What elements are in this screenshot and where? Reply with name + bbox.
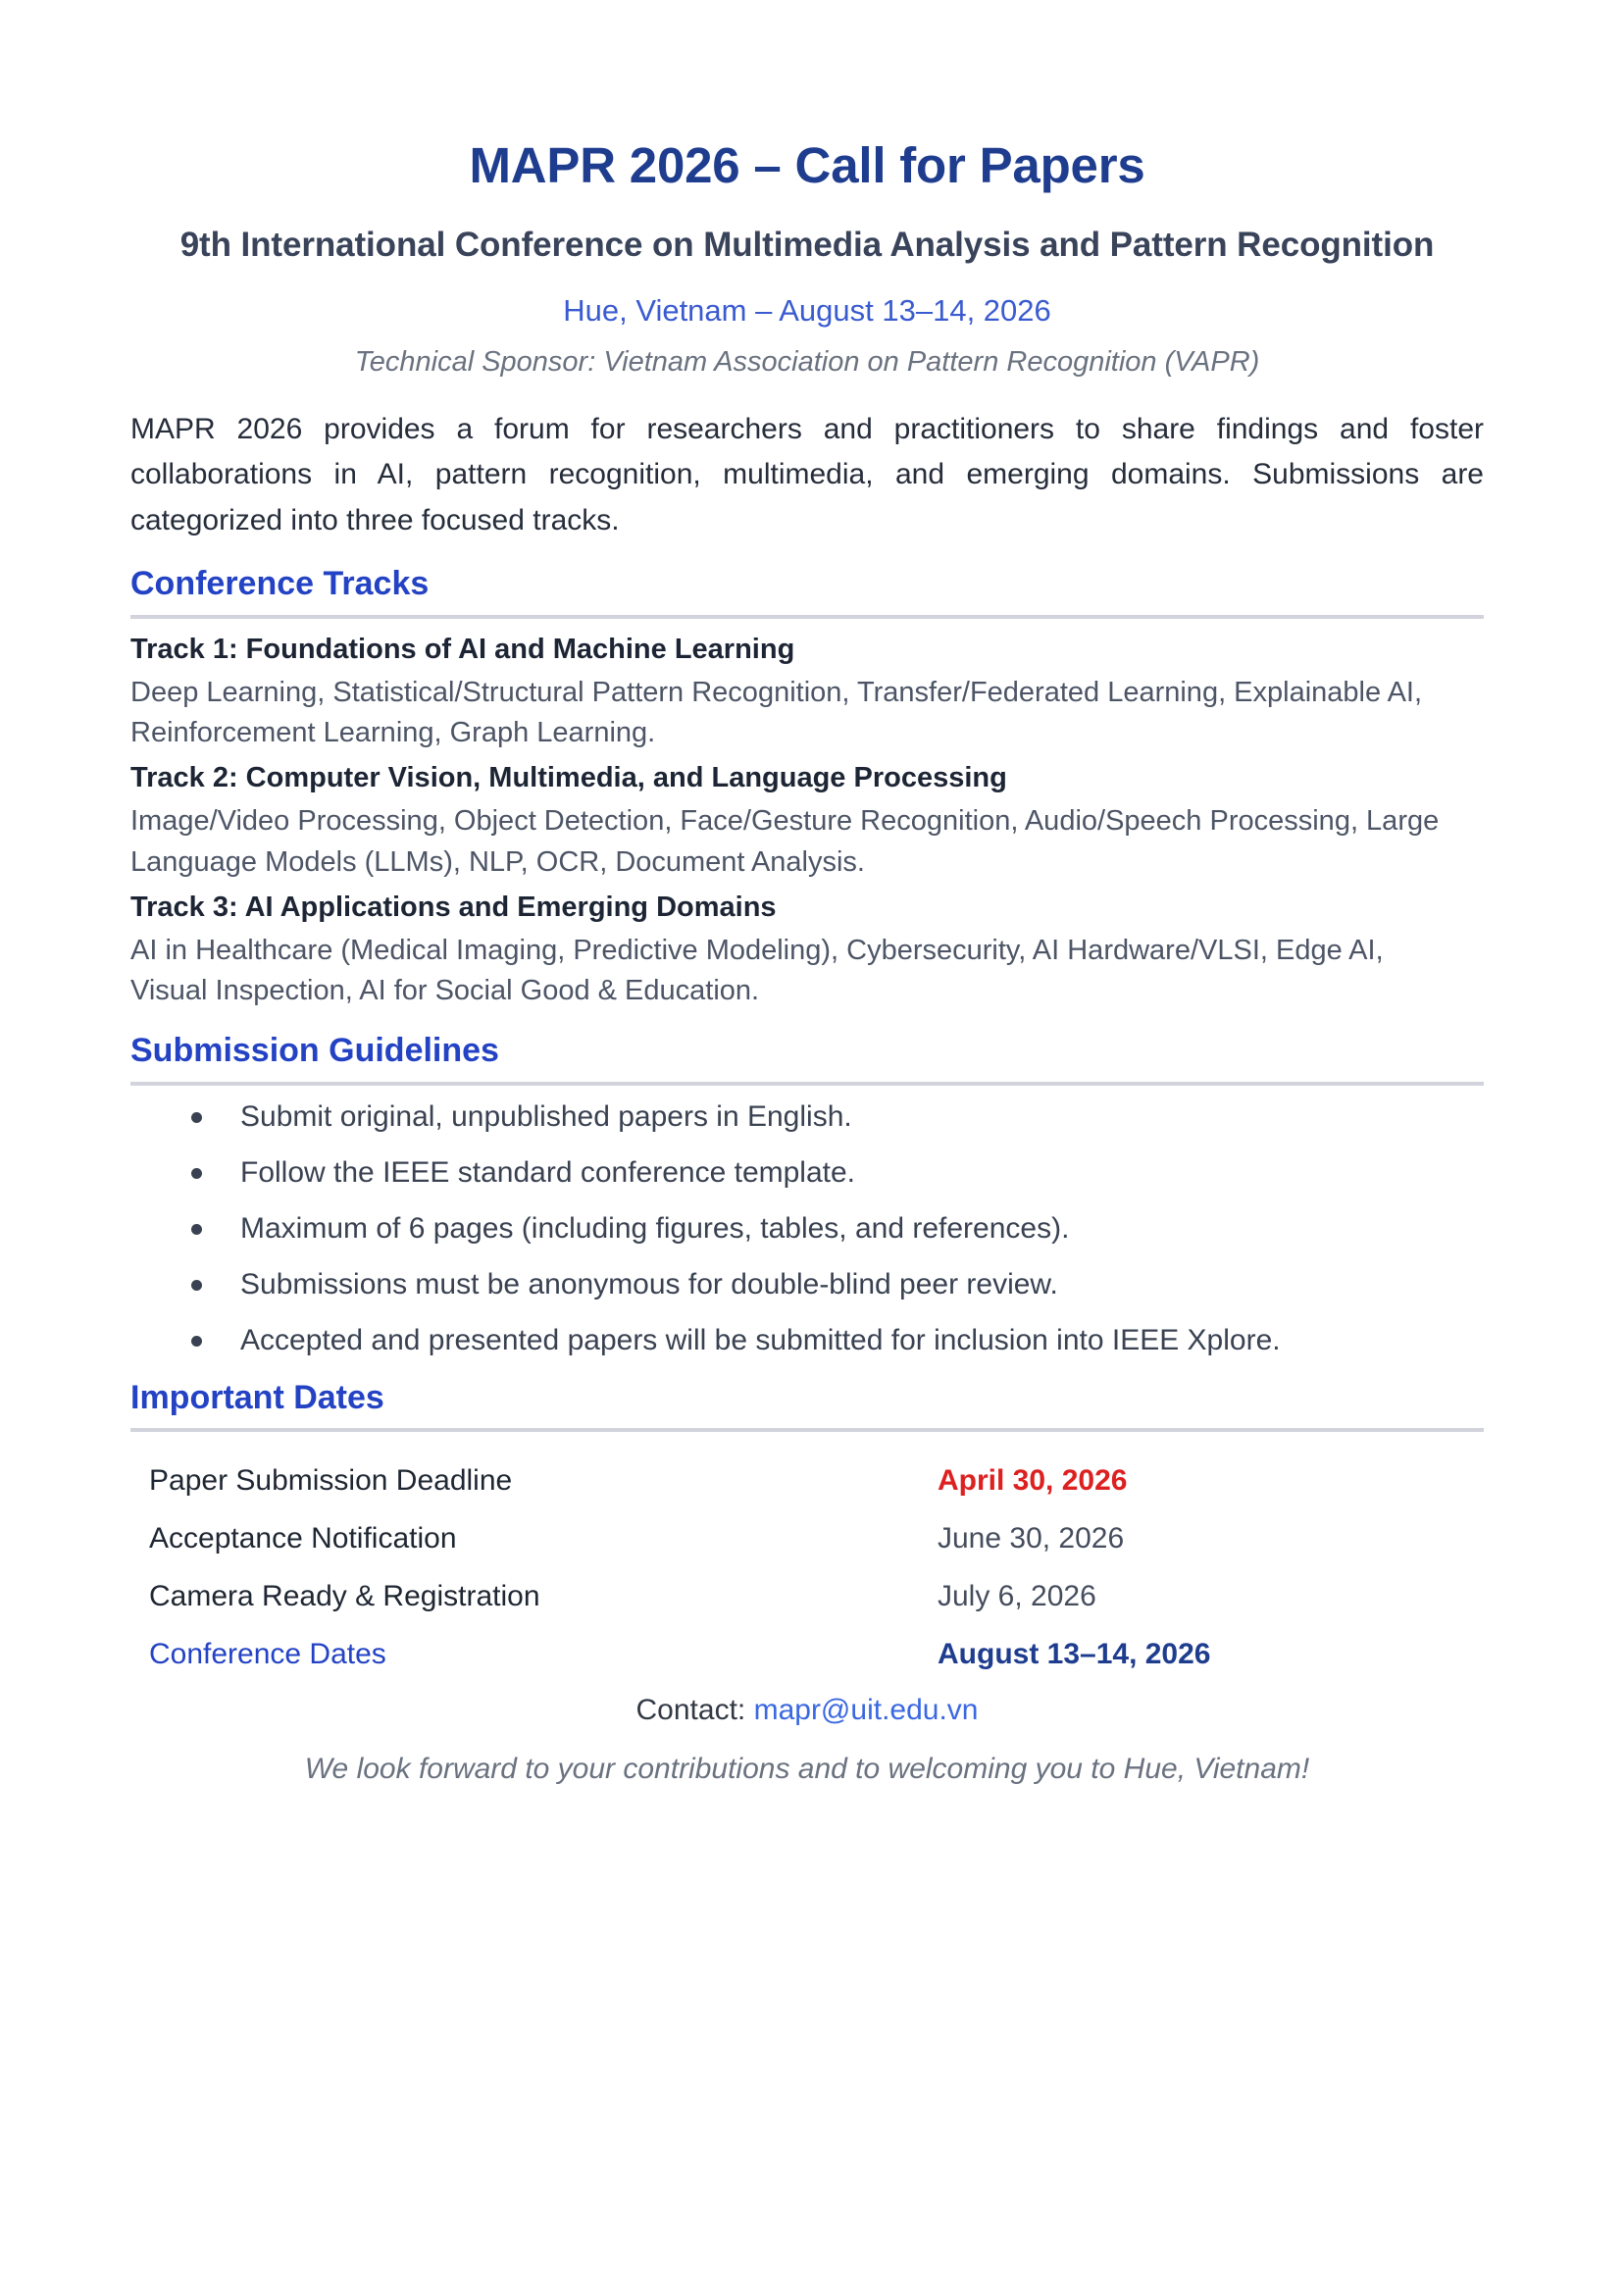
track-title-2: Track 2: Computer Vision, Multimedia, and Language Processing (130, 762, 1007, 794)
important-dates-table (130, 1453, 1484, 1685)
section-divider-dates (130, 1428, 1484, 1432)
list-item-label: Maximum of 6 pages (including figures, tables, and references). (240, 1212, 1070, 1246)
section-heading-important-dates: Important Dates (130, 1378, 384, 1416)
date-label: Conference Dates (149, 1638, 386, 1671)
date-label: Camera Ready & Registration (149, 1580, 540, 1613)
bullet-icon (191, 1224, 202, 1235)
list-item-label: Follow the IEEE standard conference template. (240, 1156, 856, 1190)
track-title-1: Track 1: Foundations of AI and Machine Learning (130, 633, 795, 665)
submission-guidelines-list (130, 1086, 1484, 1357)
contact-line (130, 1685, 1484, 1728)
closing-statement: We look forward to your contributions and to welcoming you to Hue, Vietnam! (304, 1753, 1310, 1786)
list-item (130, 1155, 1484, 1190)
track-description-2: Image/Video Processing, Object Detection, Face/Gesture Recognition, Audio/Speech Processing, Large Language Models (LLMs), NLP, OCR, Document Analysis. (130, 805, 1440, 878)
date-label: Acceptance Notification (149, 1522, 457, 1555)
track-block-1 (130, 619, 1484, 753)
table-row (130, 1453, 1484, 1511)
table-row (130, 1511, 1484, 1569)
list-item-label: Accepted and presented papers will be submitted for inclusion into IEEE Xplore. (240, 1324, 1281, 1357)
track-description-1: Deep Learning, Statistical/Structural Pattern Recognition, Transfer/Federated Learning, Explainable AI, Reinforcement Learning, Graph Learning. (130, 676, 1423, 749)
date-label: Paper Submission Deadline (149, 1464, 513, 1498)
venue-and-dates-line: Hue, Vietnam – August 13–14, 2026 (563, 292, 1051, 328)
date-value: July 6, 2026 (938, 1580, 1096, 1613)
section-heading-submission-guidelines: Submission Guidelines (130, 1032, 499, 1070)
intro-paragraph: MAPR 2026 provides a forum for researchers and practitioners to share findings and foster collaborations in AI, pattern recognition, multimedia, and emerging domains. Submissions are categorized into three focused tracks. (130, 412, 1484, 537)
track-block-2 (130, 753, 1484, 882)
date-value: June 30, 2026 (938, 1522, 1125, 1555)
date-value: April 30, 2026 (938, 1464, 1128, 1498)
contact-label: Contact: (635, 1694, 754, 1727)
table-row (130, 1569, 1484, 1627)
conference-subtitle: 9th International Conference on Multimedia Analysis and Pattern Recognition (179, 226, 1435, 265)
list-item-label: Submit original, unpublished papers in English. (240, 1100, 852, 1134)
list-item (130, 1267, 1484, 1301)
bullet-icon (191, 1336, 202, 1347)
list-item (130, 1323, 1484, 1357)
table-row (130, 1627, 1484, 1685)
section-heading-conference-tracks: Conference Tracks (130, 565, 430, 603)
bullet-icon (191, 1168, 202, 1179)
track-block-3 (130, 883, 1484, 1011)
document-content (130, 0, 1484, 1787)
list-item (130, 1099, 1484, 1134)
technical-sponsor-line: Technical Sponsor: Vietnam Association on Pattern Recognition (VAPR) (354, 345, 1260, 378)
contact-email-link[interactable]: mapr@uit.edu.vn (753, 1694, 979, 1727)
list-item-label: Submissions must be anonymous for double-blind peer review. (240, 1268, 1058, 1301)
bullet-icon (191, 1280, 202, 1291)
list-item (130, 1211, 1484, 1246)
track-description-3: AI in Healthcare (Medical Imaging, Predictive Modeling), Cybersecurity, AI Hardware/VLSI, Edge AI, Visual Inspection, AI for Social Good & Education. (130, 934, 1384, 1007)
track-title-3: Track 3: AI Applications and Emerging Domains (130, 891, 777, 923)
bullet-icon (191, 1112, 202, 1123)
page-title: MAPR 2026 – Call for Papers (469, 137, 1145, 193)
date-value: August 13–14, 2026 (938, 1638, 1211, 1671)
